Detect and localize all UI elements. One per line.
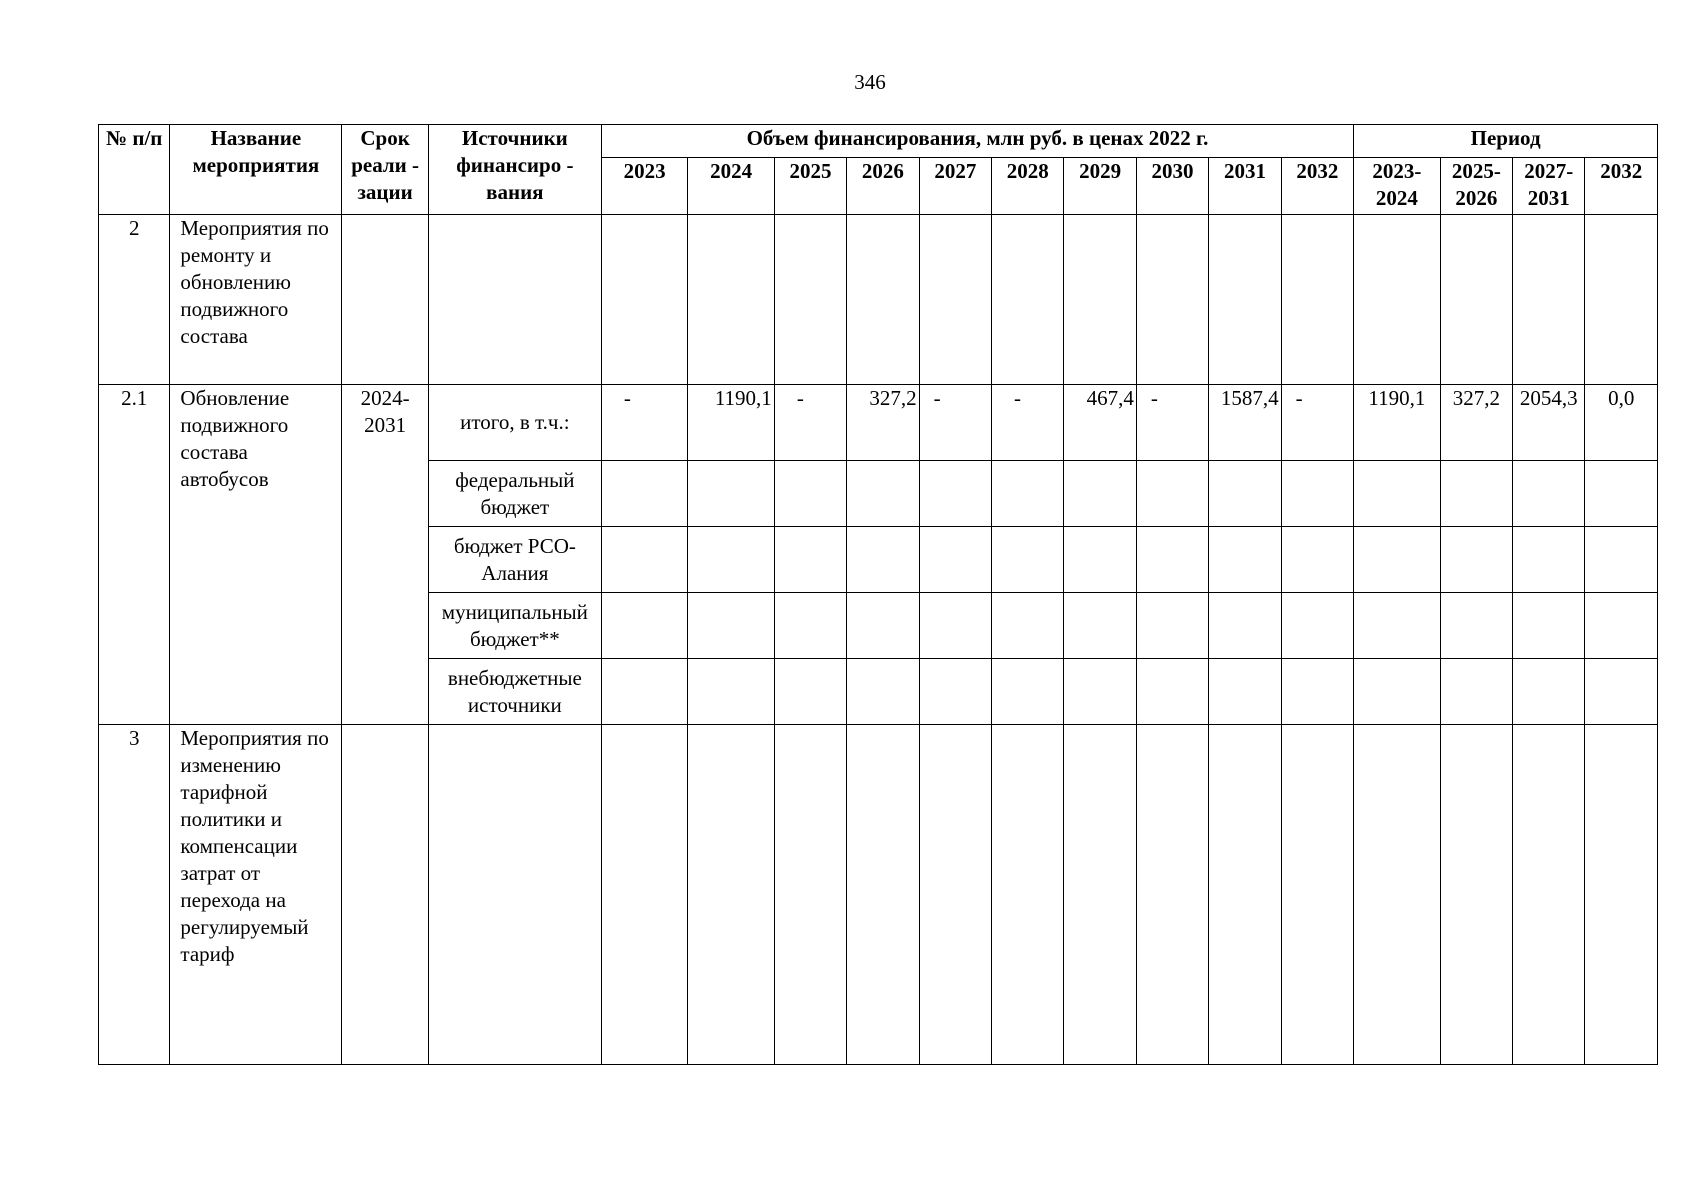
header-period: Период (1354, 125, 1658, 158)
financing-table (98, 124, 1658, 1065)
source-regional: бюджет РСО-Алания (428, 527, 601, 593)
header-period: 2023-2024 (1354, 158, 1440, 215)
value-cell: - (1281, 385, 1354, 461)
page-number: 346 (854, 70, 886, 94)
value-cell: - (601, 385, 687, 461)
value-cell: 1587,4 (1209, 385, 1281, 461)
value-cell: 1190,1 (1354, 385, 1440, 461)
row-term: 2024-2031 (342, 385, 428, 725)
header-row-1 (99, 125, 1658, 158)
value-cell: 467,4 (1064, 385, 1136, 461)
header-num: № п/п (99, 125, 170, 215)
header-year: 2030 (1136, 158, 1208, 215)
header-year: 2029 (1064, 158, 1136, 215)
source-municipal: муниципальный бюджет** (428, 593, 601, 659)
header-year: 2031 (1209, 158, 1281, 215)
header-year: 2025 (774, 158, 846, 215)
value-cell: - (992, 385, 1064, 461)
header-period: 2025-2026 (1440, 158, 1512, 215)
header-period: 2027-2031 (1513, 158, 1585, 215)
header-term: Срок реали - зации (342, 125, 428, 215)
table-row (99, 725, 1658, 1065)
row-name: Мероприятия по ремонту и обновлению подвижного состава (170, 215, 342, 385)
row-name: Обновление подвижного состава автобусов (170, 385, 342, 725)
row-num: 3 (99, 725, 170, 1065)
value-cell: 2054,3 (1513, 385, 1585, 461)
value-cell: - (1136, 385, 1208, 461)
value-cell: 0,0 (1585, 385, 1658, 461)
header-volume: Объем финансирования, млн руб. в ценах 2022 г. (601, 125, 1353, 158)
header-sources: Источники финансиро - вания (428, 125, 601, 215)
table-row (99, 215, 1658, 385)
row-num: 2 (99, 215, 170, 385)
header-year: 2026 (847, 158, 919, 215)
header-year: 2032 (1281, 158, 1354, 215)
source-federal: федеральный бюджет (428, 461, 601, 527)
source-total: итого, в т.ч.: (428, 385, 601, 461)
header-year: 2024 (688, 158, 774, 215)
header-year: 2028 (992, 158, 1064, 215)
value-cell: - (774, 385, 846, 461)
table-row (99, 385, 1658, 461)
value-cell: 327,2 (847, 385, 919, 461)
row-num: 2.1 (99, 385, 170, 725)
header-year: 2023 (601, 158, 687, 215)
value-cell: 1190,1 (688, 385, 774, 461)
value-cell: 327,2 (1440, 385, 1512, 461)
row-name: Мероприятия по изменению тарифной политики и компенсации затрат от перехода на регулируемый тариф (170, 725, 342, 1065)
header-name: Название мероприятия (170, 125, 342, 215)
header-year: 2027 (919, 158, 991, 215)
source-extrabudget: внебюджетные источники (428, 659, 601, 725)
value-cell: - (919, 385, 991, 461)
header-period: 2032 (1585, 158, 1658, 215)
